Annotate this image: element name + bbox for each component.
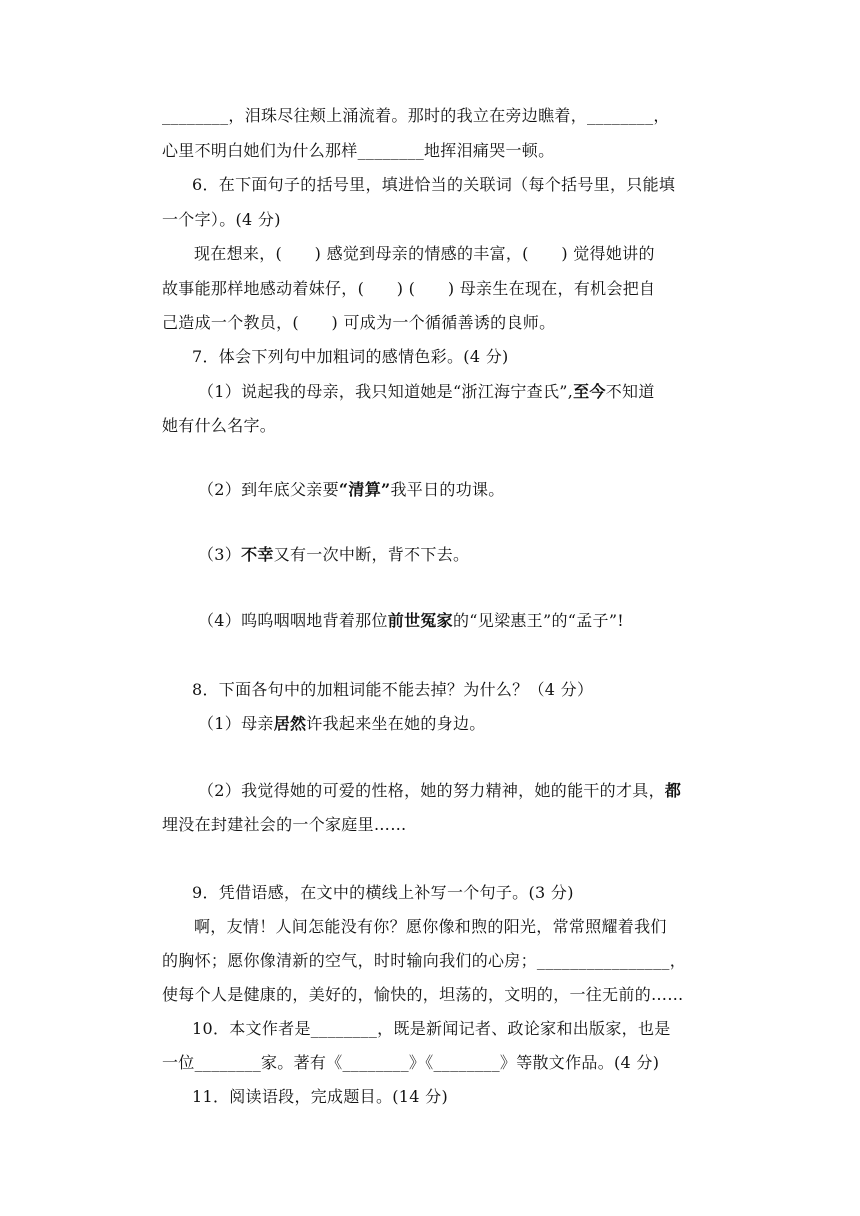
bold-word: “清算” [338, 480, 391, 499]
bold-word: 都 [664, 781, 682, 800]
item-text: 不知道 [605, 382, 655, 401]
question-7-item-1 [198, 382, 655, 402]
item-text: （2）我觉得她的可爱的性格，她的努力精神，她的能干的才具， [198, 781, 665, 800]
question-7: 7．体会下列句中加粗词的感情色彩。(4 分) [192, 347, 509, 366]
question-7-item-3 [198, 545, 469, 565]
question-6-passage: 故事能那样地感动着妹仔，( ) ( ) 母亲生在现在，有机会把自 [162, 279, 656, 298]
question-7-item-4 [198, 611, 624, 631]
question-8: 8．下面各句中的加粗词能不能去掉？为什么？（4 分） [192, 680, 594, 699]
question-9-passage: 的胸怀；愿你像清新的空气，时时输向我们的心房；________________， [162, 951, 687, 970]
bold-word: 居然 [273, 714, 307, 733]
text-line: 心里不明白她们为什么那样________地挥泪痛哭一顿。 [162, 141, 555, 160]
item-text: （1）母亲 [198, 714, 274, 733]
question-9: 9．凭借语感，在文中的横线上补写一个句子。(3 分) [192, 883, 574, 902]
question-8-item-2-cont: 埋没在封建社会的一个家庭里…… [162, 815, 407, 834]
bold-word: 至今 [573, 382, 606, 401]
item-text: （1）说起我的母亲，我只知道她是“浙江海宁查氏”, [198, 382, 574, 401]
question-10-cont: 一位________家。著有《________》《________》等散文作品。(4 分) [162, 1053, 660, 1072]
question-8-item-1 [198, 714, 486, 734]
question-8-item-2 [198, 781, 681, 801]
item-text: 我平日的功课。 [390, 480, 505, 499]
question-7-item-2 [198, 480, 505, 500]
text-line: ________，泪珠尽往颊上涌流着。那时的我立在旁边瞧着，________， [162, 106, 670, 125]
item-text: （4）呜呜咽咽地背着那位 [198, 611, 388, 630]
question-6-passage: 己造成一个教员，( ) 可成为一个循循善诱的良师。 [162, 313, 556, 332]
item-text: （3） [198, 545, 242, 564]
item-text: 又有一次中断，背不下去。 [273, 545, 470, 564]
question-9-passage: 啊，友情！人间怎能没有你？愿你像和煦的阳光，常常照耀着我们 [194, 917, 667, 936]
question-6: 6．在下面句子的括号里，填进恰当的关联词（每个括号里，只能填 [192, 175, 676, 194]
item-text: （2）到年底父亲要 [198, 480, 339, 499]
question-9-passage: 使每个人是健康的，美好的，愉快的，坦荡的，文明的，一往无前的…… [162, 985, 684, 1004]
question-6-passage: 现在想来，( ) 感觉到母亲的情感的丰富，( ) 觉得她讲的 [194, 244, 655, 263]
question-11: 11．阅读语段，完成题目。(14 分) [192, 1087, 448, 1106]
bold-word: 前世冤家 [387, 611, 453, 630]
bold-word: 不幸 [241, 545, 274, 564]
question-7-item-1-cont: 她有什么名字。 [162, 416, 277, 435]
item-text: 许我起来坐在她的身边。 [306, 714, 486, 733]
question-6-cont: 一个字）。(4 分) [162, 210, 281, 229]
question-10: 10．本文作者是________，既是新闻记者、政论家和出版家，也是 [192, 1019, 671, 1038]
item-text: 的“见梁惠王”的“孟子”! [452, 611, 625, 630]
